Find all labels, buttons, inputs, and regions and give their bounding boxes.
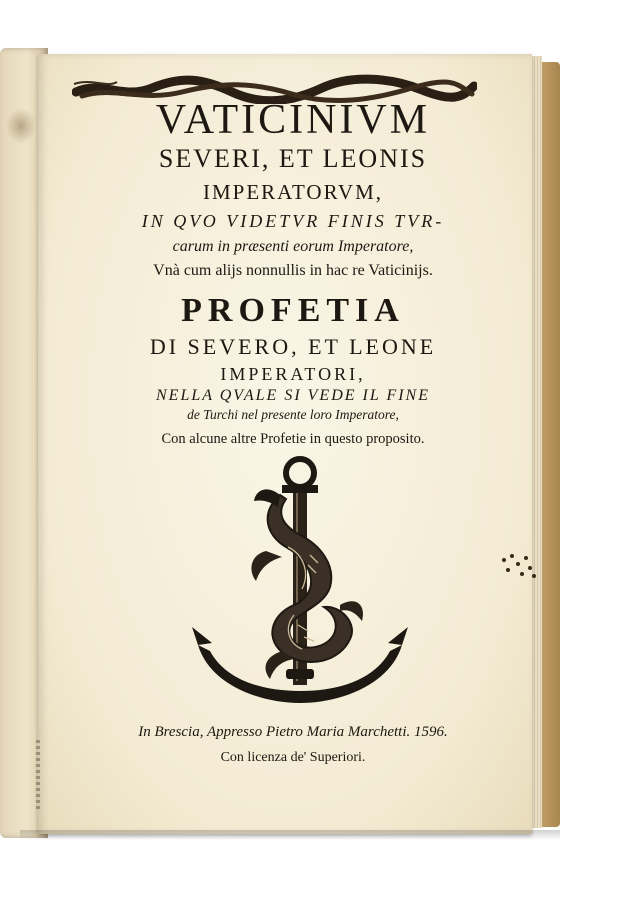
italian-subtitle-line-2: IMPERATORI, — [220, 364, 366, 384]
anchor-with-dolphin-icon — [190, 455, 410, 720]
subtitle-line-1: SEVERI, ET LEONIS — [158, 144, 428, 173]
license-line: Con licenza de' Superiori. — [220, 750, 366, 765]
main-title: VATICINIVM — [155, 97, 431, 143]
book-shadow — [20, 830, 560, 840]
italian-subtitle-line-1: DI SEVERO, ET LEONE — [149, 334, 437, 359]
italian-description-line-3: Con alcune altre Profetie in questo proposito. — [161, 431, 425, 447]
italian-description-line-1: NELLA QVALE SI VEDE IL FINE — [156, 387, 430, 404]
subtitle-line-2: IMPERATORVM, — [202, 180, 384, 204]
binding-stitching — [36, 740, 40, 810]
stain — [6, 108, 36, 144]
italian-title: PROFETIA — [181, 292, 405, 329]
imprint-line: In Brescia, Appresso Pietro Maria Marchetti. 1596. — [138, 724, 448, 740]
description-line-2: carum in præsenti eorum Imperatore, — [172, 238, 414, 255]
italian-description-line-2: de Turchi nel presente loro Imperatore, — [187, 407, 399, 422]
description-line-1: IN QVO VIDETVR FINIS TVR- — [141, 211, 445, 231]
description-line-3: Vnà cum alijs nonnullis in hac re Vaticinijs. — [153, 262, 433, 279]
wormholes — [498, 552, 538, 582]
